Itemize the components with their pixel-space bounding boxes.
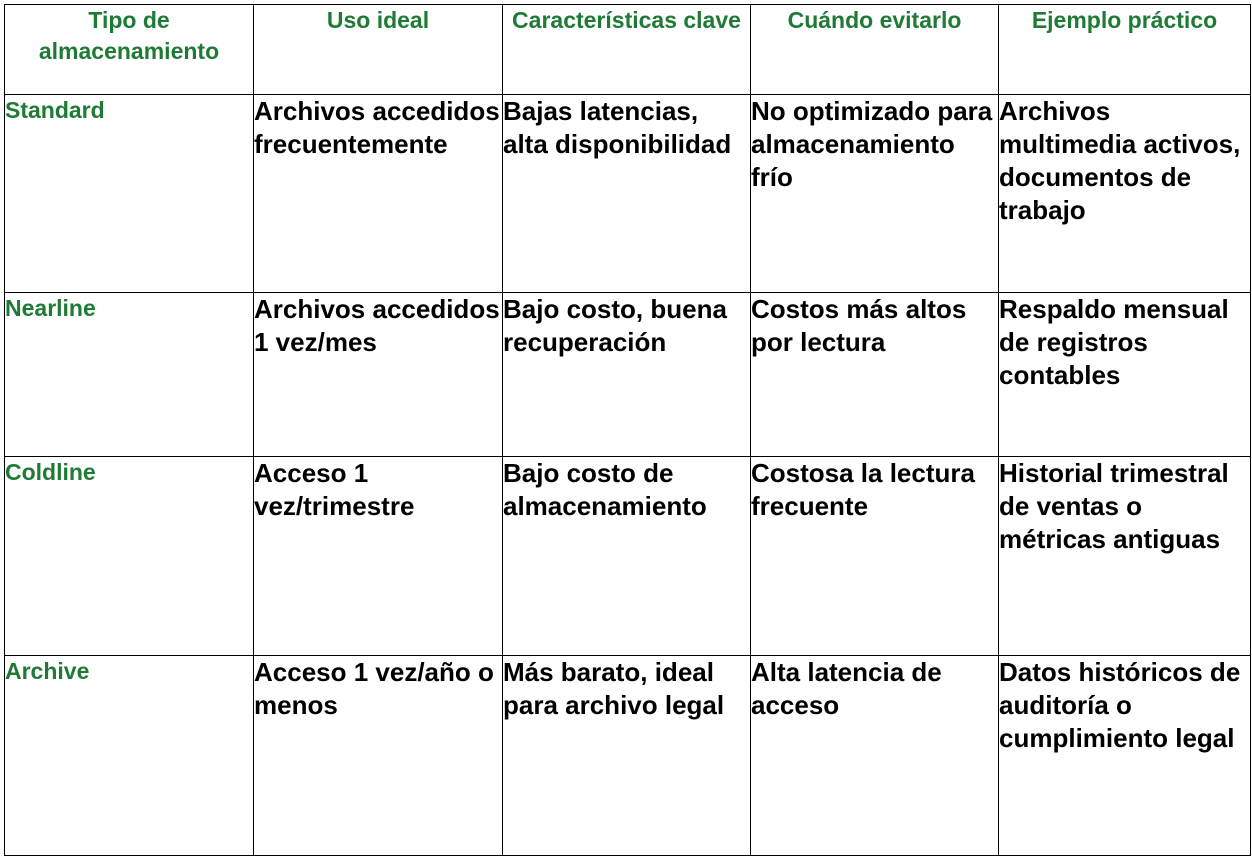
table-row-coldline <box>5 457 1251 656</box>
cell-ideal-use: Acceso 1 vez/trimestre <box>254 457 503 656</box>
cell-practical-example: Datos históricos de auditoría o cumplimiento legal <box>999 656 1251 856</box>
cell-key-features: Bajas latencias, alta disponibilidad <box>503 95 751 293</box>
header-row <box>5 5 1251 95</box>
cell-practical-example: Historial trimestral de ventas o métricas antiguas <box>999 457 1251 656</box>
cell-storage-type: Coldline <box>5 457 254 656</box>
header-storage-type: Tipo de almacenamiento <box>5 5 254 95</box>
cell-key-features: Bajo costo, buena recuperación <box>503 293 751 457</box>
table-row-archive <box>5 656 1251 856</box>
header-when-to-avoid: Cuándo evitarlo <box>751 5 999 95</box>
cell-ideal-use: Archivos accedidos 1 vez/mes <box>254 293 503 457</box>
cell-storage-type: Nearline <box>5 293 254 457</box>
cell-when-to-avoid: Costosa la lectura frecuente <box>751 457 999 656</box>
table-row-nearline <box>5 293 1251 457</box>
cell-storage-type: Standard <box>5 95 254 293</box>
cell-key-features: Más barato, ideal para archivo legal <box>503 656 751 856</box>
cell-key-features: Bajo costo de almacenamiento <box>503 457 751 656</box>
cell-ideal-use: Archivos accedidos frecuentemente <box>254 95 503 293</box>
cell-practical-example: Respaldo mensual de registros contables <box>999 293 1251 457</box>
header-practical-example: Ejemplo práctico <box>999 5 1251 95</box>
cell-ideal-use: Acceso 1 vez/año o menos <box>254 656 503 856</box>
cell-practical-example: Archivos multimedia activos, documentos de trabajo <box>999 95 1251 293</box>
cell-when-to-avoid: No optimizado para almacenamiento frío <box>751 95 999 293</box>
cell-when-to-avoid: Alta latencia de acceso <box>751 656 999 856</box>
cell-when-to-avoid: Costos más altos por lectura <box>751 293 999 457</box>
cell-storage-type: Archive <box>5 656 254 856</box>
storage-classes-table <box>4 4 1251 856</box>
header-ideal-use: Uso ideal <box>254 5 503 95</box>
table-row-standard <box>5 95 1251 293</box>
header-key-features: Características clave <box>503 5 751 95</box>
